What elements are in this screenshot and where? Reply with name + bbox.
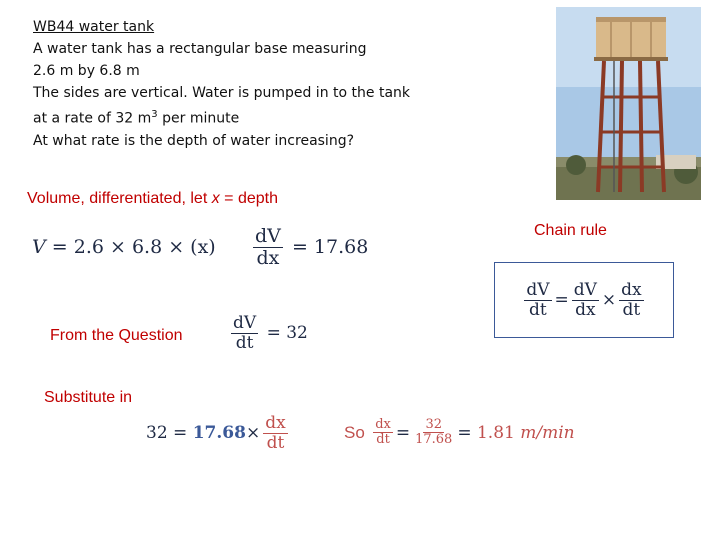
problem-line-5: At what rate is the depth of water increasing? [33,132,355,149]
water-tower-photo [556,7,701,200]
substitution-equation: 32 = 17.68 × $\frac{dx}{dt}$ [146,413,286,453]
volume-equation: V = 2.6 × 6.8 × (x) [32,236,216,258]
problem-line-3: The sides are vertical. Water is pumped in to the tank [33,85,411,101]
problem-title: WB44 water tank [33,19,155,35]
from-question-label: From the Question [50,327,183,344]
derivative-equation: $\frac{dV}{dx}$ = 17.68 [255,225,369,269]
problem-line-2: 2.6 m by 6.8 m [33,63,140,79]
problem-line-1: A water tank has a rectangular base measuring [33,41,367,57]
chain-rule-label: Chain rule [534,222,607,239]
superscript-3: 3 [151,109,158,120]
problem-line-4: at a rate of 32 $m^3$ per minute [33,109,240,127]
chain-rule-box [494,262,674,338]
answer-equation: So $\frac{dx}{dt}$ = $\frac{32}{17.68}$ = 1.81 m/min [344,417,575,448]
rate-equation: $\frac{dV}{dt}$ = 32 [233,313,308,353]
dv-dx-fraction: $\frac{dV}{dx}$ [255,225,281,269]
volume-label: Volume, differentiated, let x = depth [27,190,278,207]
chain-rule-formula: $\frac{dV}{dt}$ = $\frac{dV}{dx}$ × $\frac{dx}{dt}$ [526,279,642,320]
substitute-label: Substitute in [44,389,133,406]
problem-text [33,16,433,152]
